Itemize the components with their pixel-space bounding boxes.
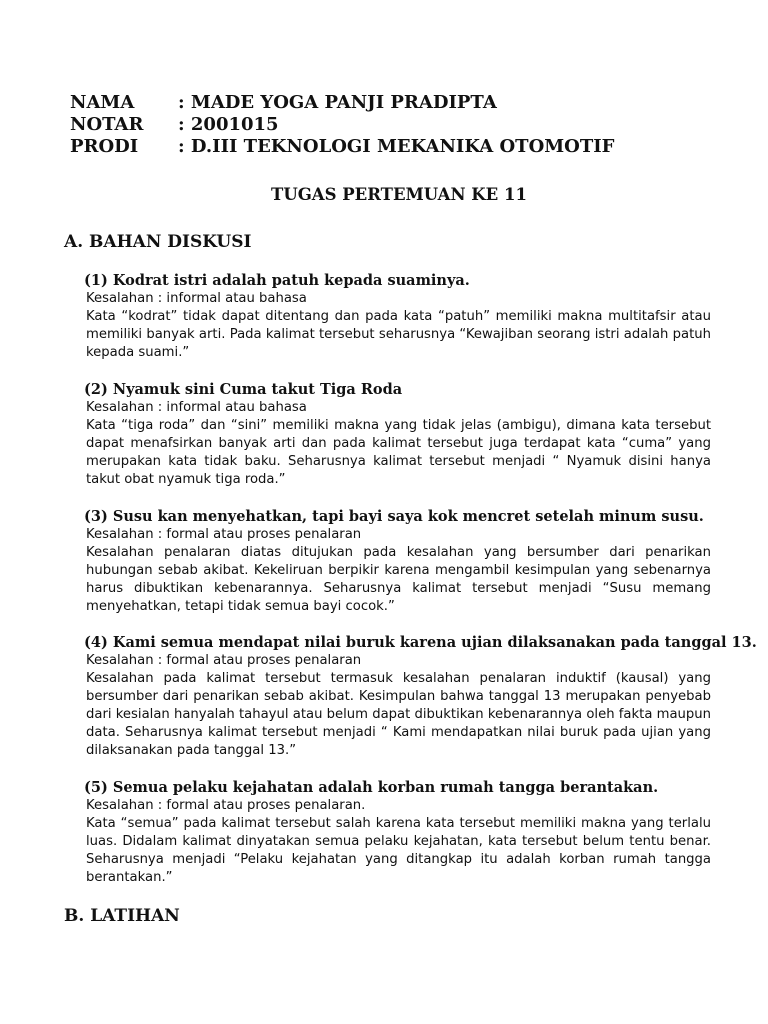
item-heading: (5) Semua pelaku kejahatan adalah korban rumah tangga berantakan. bbox=[84, 779, 659, 796]
discussion-item-2 bbox=[84, 381, 711, 489]
discussion-item-1 bbox=[84, 272, 711, 362]
item-explanation: Kesalahan penalaran diatas ditujukan pada kesalahan yang bersumber dari penarikan hubungan sebab akibat. Kekeliruan berpikir karena mengambil kesimpulan yang sebenarnya harus dibuktikan kebenarannya. Seharusnya kalimat tersebut menjadi “Susu memang menyehatkan, tetapi tidak semua bayi cocok.” bbox=[86, 545, 711, 614]
discussion-item-3 bbox=[84, 508, 711, 616]
item-error-type: Kesalahan : formal atau proses penalaran. bbox=[86, 798, 366, 813]
discussion-item-5 bbox=[84, 779, 711, 887]
item-heading: (2) Nyamuk sini Cuma takut Tiga Roda bbox=[84, 381, 403, 398]
identity-row-nama bbox=[70, 92, 614, 114]
identity-label: NOTAR bbox=[70, 114, 144, 135]
item-error-type: Kesalahan : formal atau proses penalaran bbox=[86, 653, 362, 668]
document-title: TUGAS PERTEMUAN KE 11 bbox=[271, 185, 527, 204]
item-heading: (3) Susu kan menyehatkan, tapi bayi saya kok mencret setelah minum susu. bbox=[84, 508, 704, 525]
item-heading: (1) Kodrat istri adalah patuh kepada suaminya. bbox=[84, 272, 470, 289]
item-error-type: Kesalahan : formal atau proses penalaran bbox=[86, 527, 362, 542]
identity-label: NAMA bbox=[70, 92, 135, 113]
item-explanation: Kata “kodrat” tidak dapat ditentang dan pada kata “patuh” memiliki makna multitafsir atau memiliki banyak arti. Pada kalimat tersebut seharusnya “Kewajiban seorang istri adalah patuh kepada suami.” bbox=[86, 309, 711, 360]
section-heading-a: A. BAHAN DISKUSI bbox=[64, 232, 252, 252]
item-explanation: Kesalahan pada kalimat tersebut termasuk kesalahan penalaran induktif (kausal) yang bersumber dari penarikan sebab akibat. Kesimpulan bahwa tanggal 13 merupakan penyebab dari kesialan hanyalah tahayul atau belum dapat dibuktikan kebenarannya oleh fakta maupun data. Seharusnya kalimat tersebut menjadi “ Kami mendapatkan nilai buruk pada ujian yang dilaksanakan pada tanggal 13.” bbox=[86, 671, 711, 758]
item-error-type: Kesalahan : informal atau bahasa bbox=[86, 291, 307, 306]
identity-row-notar bbox=[70, 114, 614, 136]
item-heading: (4) Kami semua mendapat nilai buruk karena ujian dilaksanakan pada tanggal 13. bbox=[84, 634, 757, 651]
item-explanation: Kata “tiga roda” dan “sini” memiliki makna yang tidak jelas (ambigu), dimana kata tersebut dapat menafsirkan banyak arti dan pada kalimat tersebut juga terdapat kata “cuma” yang merupakan kata tidak baku. Seharusnya kalimat tersebut menjadi “ Nyamuk disini hanya takut obat nyamuk tiga roda.” bbox=[86, 418, 711, 487]
identity-value: : D.III TEKNOLOGI MEKANIKA OTOMOTIF bbox=[178, 136, 615, 157]
identity-value: : MADE YOGA PANJI PRADIPTA bbox=[178, 92, 497, 113]
discussion-item-4 bbox=[84, 634, 757, 760]
item-error-type: Kesalahan : informal atau bahasa bbox=[86, 400, 307, 415]
section-heading-b: B. LATIHAN bbox=[64, 906, 180, 926]
identity-block bbox=[70, 92, 614, 158]
identity-label: PRODI bbox=[70, 136, 139, 157]
identity-value: : 2001015 bbox=[178, 114, 279, 135]
identity-row-prodi bbox=[70, 136, 614, 158]
item-explanation: Kata “semua” pada kalimat tersebut salah karena kata tersebut memiliki makna yang terlalu luas. Didalam kalimat dinyatakan semua pelaku kejahatan, kata tersebut belum tentu benar. Seharusnya menjadi “Pelaku kejahatan yang ditangkap itu adalah korban rumah tangga berantakan.” bbox=[86, 816, 711, 885]
